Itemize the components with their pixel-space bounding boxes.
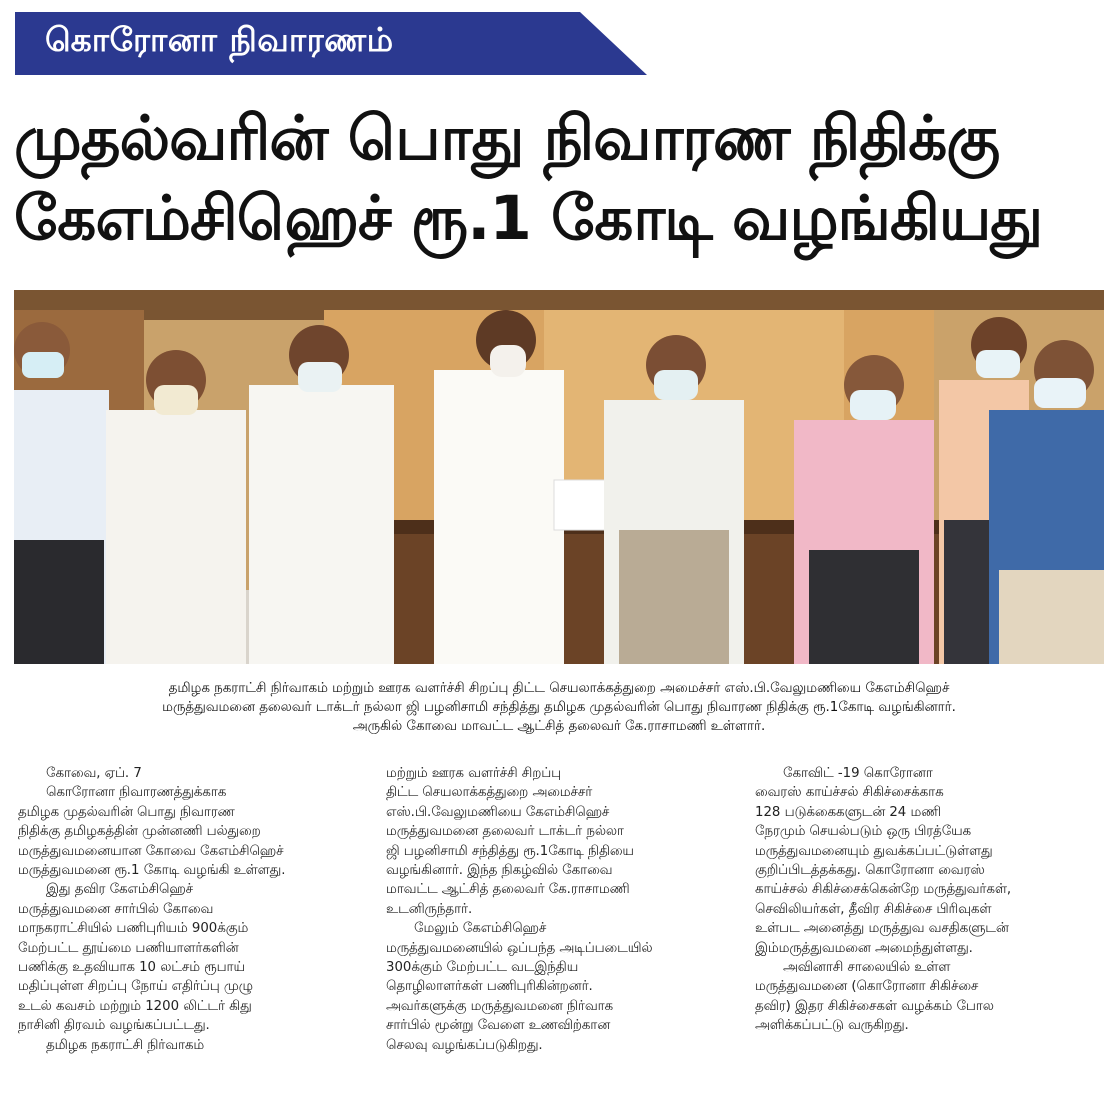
text-line: செவிலியர்கள், தீவிர சிகிச்சை பிரிவுகள் bbox=[755, 901, 992, 917]
text-line: மருத்துவமனையும் துவக்கப்பட்டுள்ளது bbox=[755, 843, 993, 859]
text-line: தமிழக முதல்வரின் பொது நிவாரண bbox=[18, 804, 235, 820]
text-line: மேலும் கேஎம்சிஹெச் bbox=[414, 921, 547, 937]
text-line: கொரோனா நிவாரணத்துக்காக bbox=[46, 785, 227, 801]
text-line: மருத்துவமனையில் ஒப்பந்த அடிப்படையில் bbox=[386, 940, 653, 956]
text-line: உடனிருந்தார். bbox=[386, 901, 473, 917]
caption-line: அருகில் கோவை மாவட்ட ஆட்சித் தலைவர் கே.ராசாமணி உள்ளார். bbox=[352, 719, 766, 734]
text-line: 128 படுக்கைகளுடன் 24 மணி bbox=[755, 804, 941, 820]
text-line: மருத்துவமனை தலைவர் டாக்டர் நல்லா bbox=[386, 824, 624, 840]
text-line: மருத்துவமனை சார்பில் கோவை bbox=[18, 901, 214, 917]
text-line: மருத்துவமனை (கொரோனா சிகிச்சை bbox=[755, 979, 979, 995]
text-line: காய்ச்சல் சிகிச்சைக்கென்றே மருத்துவர்கள், bbox=[755, 882, 1012, 898]
caption-line: மருத்துவமனை தலைவர் டாக்டர் நல்லா ஜி பழனிசாமி சந்தித்து தமிழக முதல்வரின் பொது நிவாரண நிதிக்கு ரூ.1கோடி வழங்கினார். bbox=[162, 700, 956, 715]
section-banner bbox=[15, 12, 647, 75]
text-line: நேரமும் செயல்படும் ஒரு பிரத்யேக bbox=[755, 824, 972, 840]
text-line: இம்மருத்துவமனை அமைந்துள்ளது. bbox=[755, 940, 973, 956]
text-line: சார்பில் மூன்று வேளை உணவிற்கான bbox=[386, 1018, 611, 1034]
text-line: அளிக்கப்பட்டு வருகிறது. bbox=[755, 1018, 909, 1034]
text-line: கோவிட் -19 கொரோனா bbox=[783, 766, 933, 781]
article-column-2 bbox=[386, 764, 726, 1055]
text-line: தமிழக நகராட்சி நிர்வாகம் bbox=[46, 1037, 205, 1053]
text-line: அவர்களுக்கு மருத்துவமனை நிர்வாக bbox=[386, 998, 614, 1014]
dateline: கோவை, ஏப். 7 bbox=[46, 766, 142, 781]
text-line: திட்ட செயலாக்கத்துறை அமைச்சர் bbox=[386, 785, 593, 801]
text-line: மாநகராட்சியில் பணிபுரியம் 900க்கும் bbox=[18, 921, 249, 937]
text-line: 300க்கும் மேற்பட்ட வடஇந்திய bbox=[386, 960, 579, 976]
photo-caption bbox=[14, 679, 1104, 736]
text-line: அவினாசி சாலையில் உள்ள bbox=[783, 960, 951, 976]
text-line: மேற்பட்ட தூய்மை பணியாளர்களின் bbox=[18, 940, 239, 956]
text-line: மருத்துவமனையான கோவை கேஎம்சிஹெச் bbox=[18, 843, 284, 859]
text-line: ஜி பழனிசாமி சந்தித்து ரூ.1கோடி நிதியை bbox=[386, 843, 634, 859]
text-line: குறிப்பிடத்தக்கது. கொரோனா வைரஸ் bbox=[755, 863, 985, 879]
photo-illustration bbox=[14, 290, 1104, 664]
text-line: இது தவிர கேஎம்சிஹெச் bbox=[46, 882, 194, 898]
caption-line: தமிழக நகராட்சி நிர்வாகம் மற்றும் ஊரக வளர்ச்சி சிறப்பு திட்ட செயலாக்கத்துறை அமைச்சர் எஸ்.பி.வேலுமணியை கேஎம்சிஹெச் bbox=[168, 681, 950, 696]
article-column-3 bbox=[755, 764, 1105, 1036]
text-line: மாவட்ட ஆட்சித் தலைவர் கே.ராசாமணி bbox=[386, 882, 630, 898]
text-line: மதிப்புள்ள சிறப்பு நோய் எதிர்ப்பு முழு bbox=[18, 979, 253, 995]
headline-line-2: கேஎம்சிஹெச் ரூ.1 கோடி வழங்கியது bbox=[14, 183, 1043, 254]
text-line: செலவு வழங்கப்படுகிறது. bbox=[386, 1037, 543, 1053]
text-line: வைரஸ் காய்ச்சல் சிகிச்சைக்காக bbox=[755, 785, 944, 801]
text-line: மருத்துவமனை ரூ.1 கோடி வழங்கி உள்ளது. bbox=[18, 863, 286, 879]
text-line: நாசினி திரவம் வழங்கப்பட்டது. bbox=[18, 1018, 210, 1034]
text-line: நிதிக்கு தமிழகத்தின் முன்னணி பல்துறை bbox=[18, 824, 261, 840]
text-line: எஸ்.பி.வேலுமணியை கேஎம்சிஹெச் bbox=[386, 804, 610, 820]
banner-title: கொரோனா நிவாரணம் bbox=[45, 20, 394, 59]
text-line: உள்பட அனைத்து மருத்துவ வசதிகளுடன் bbox=[755, 921, 1009, 937]
text-line: தொழிலாளர்கள் பணிபுரிகின்றனர். bbox=[386, 979, 593, 995]
news-photo bbox=[14, 290, 1104, 664]
article-column-1 bbox=[18, 764, 353, 1055]
text-line: உடல் கவசம் மற்றும் 1200 லிட்டர் கிது bbox=[18, 998, 252, 1014]
text-line: மற்றும் ஊரக வளர்ச்சி சிறப்பு bbox=[386, 766, 562, 781]
text-line: வழங்கினார். இந்த நிகழ்வில் கோவை bbox=[386, 863, 613, 879]
text-line: தவிர) இதர சிகிச்சைகள் வழக்கம் போல bbox=[755, 998, 994, 1014]
headline-line-1: முதல்வரின் பொது நிவாரண நிதிக்கு bbox=[14, 103, 1000, 174]
text-line: பணிக்கு உதவியாக 10 லட்சம் ரூபாய் bbox=[18, 960, 245, 976]
